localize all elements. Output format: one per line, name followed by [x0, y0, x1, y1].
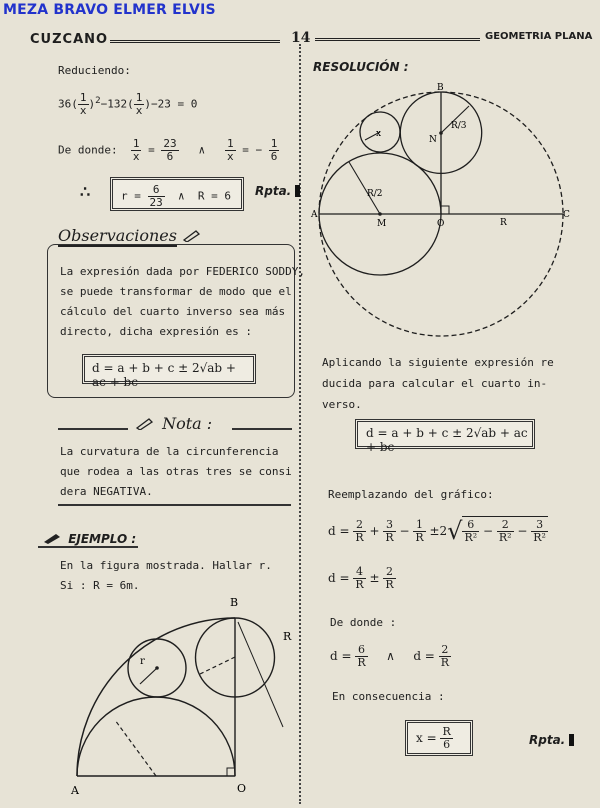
result-box: r = $\frac{6}{23}$ ∧ R = 6 — [110, 177, 244, 211]
rpta-label-right: Rpta. — [529, 733, 574, 747]
upper-circle-left — [196, 618, 236, 697]
reemplazando-label: Reemplazando del gráfico: — [328, 488, 494, 501]
aplicando-text: Aplicando la siguiente expresión re ducida para calcular el cuarto in- verso. — [322, 356, 554, 411]
right-angle-mark — [441, 206, 449, 214]
resolucion-title: RESOLUCIÓN : — [313, 60, 409, 74]
equation-d3: d = $\frac{6}{R}$ ∧ d = $\frac{2}{R}$ — [330, 643, 449, 669]
label-O: O — [437, 219, 445, 229]
nota-bottom-rule — [58, 504, 291, 506]
example-figure — [55, 592, 300, 800]
equation-d1: d = $\frac{2}{R}$ + $\frac{3}{R}$ − $\frac{1}{R}$ ±2√ $\frac{6}{\text{R²}}$ − $\frac{2}{\text{R²}}$ − $\frac{3}{\text{R²}}$ — [328, 517, 546, 545]
therefore-symbol: ∴ — [80, 182, 91, 201]
pencil-icon — [182, 228, 202, 242]
label-R: R — [283, 630, 292, 643]
header-rule-left — [110, 40, 280, 43]
section-title: GEOMETRIA PLANA — [485, 31, 593, 42]
equation-2: De donde: $\frac{1}{x}$ = $\frac{23}{6}$ ∧ $\frac{1}{x}$ = − $\frac{1}{6}$ — [58, 137, 278, 163]
label-C: C — [563, 210, 570, 220]
label-R: R — [500, 218, 507, 228]
equation-1: 36( $\frac{1}{x}$ )$^2$−132( $\frac{1}{x}$ )−23 = 0 — [58, 91, 198, 118]
reduciendo-label: Reduciendo: — [58, 64, 131, 77]
label-x: x — [376, 129, 382, 139]
final-answer-box: x = $\frac{R}{6}$ — [405, 720, 473, 756]
ejemplo-text: En la figura mostrada. Hallar r. Si : R = 6m. — [60, 559, 272, 592]
nota-rule-left — [58, 428, 128, 430]
R-dimension-line — [238, 622, 283, 727]
label-B: B — [230, 596, 239, 609]
ejemplo-title: EJEMPLO : — [42, 532, 136, 546]
pencil-icon — [42, 532, 64, 544]
label-B: B — [437, 83, 444, 93]
label-O: O — [237, 782, 247, 795]
header-rule-right — [315, 38, 480, 41]
label-r: r — [140, 656, 145, 667]
soddy-formula-box: d = a + b + c ± 2√ab + ac + bc — [82, 354, 256, 384]
brand-logo: CUZCANO — [30, 32, 109, 47]
ejemplo-rule — [38, 546, 138, 548]
nota-text: La curvatura de la circunferencia que rodea a las otras tres se consi dera NEGATIVA. — [60, 445, 292, 498]
small-radius — [140, 668, 157, 684]
center-M — [378, 212, 382, 216]
dashed-radius-upper — [200, 657, 235, 674]
observaciones-text: La expresión dada por FEDERICO SODDY, se puede transformar de modo que el cálculo del cuarto inverso sea más directo, dicha expresión es : — [60, 265, 306, 338]
label-N: N — [429, 135, 437, 145]
label-A: A — [71, 784, 79, 797]
label-R2: R/2 — [367, 189, 383, 199]
label-A: A — [311, 210, 318, 220]
label-R3: R/3 — [451, 121, 467, 131]
page-number: 14 — [291, 30, 311, 46]
equation-d2: d = $\frac{4}{R}$ ± $\frac{2}{R}$ — [328, 565, 394, 591]
author-stamp: MEZA BRAVO ELMER ELVIS — [3, 2, 216, 18]
observaciones-title: Observaciones — [58, 226, 202, 245]
label-M: M — [377, 219, 387, 229]
pencil-icon — [135, 416, 157, 430]
rpta-label: Rpta. — [255, 184, 300, 198]
lower-semicircle — [77, 697, 235, 776]
consecuencia-label: En consecuencia : — [332, 690, 445, 703]
center-N — [439, 131, 443, 135]
dashed-radius-lower — [115, 720, 156, 776]
resolution-figure — [305, 78, 595, 340]
de-donde-label: De donde : — [330, 616, 397, 629]
small-center — [155, 666, 159, 670]
nota-title: Nota : — [135, 414, 212, 433]
radius-M — [349, 162, 380, 214]
soddy-formula-box-right: d = a + b + c ± 2√ab + ac + bc — [355, 419, 535, 449]
nota-rule-right — [232, 428, 292, 430]
right-angle-mark — [227, 768, 235, 776]
